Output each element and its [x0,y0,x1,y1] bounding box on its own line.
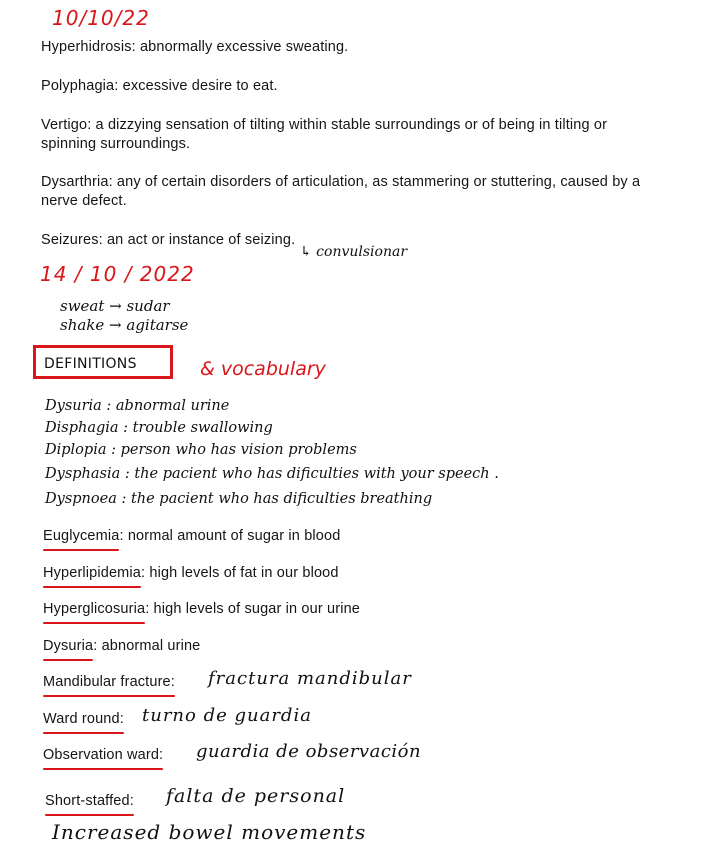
section-header-suffix: & vocabulary [200,358,326,380]
hand-definition-dysphasia: Dysphasia : the pacient who has dificulties with your speech . [45,466,499,482]
term-hyperlipidemia: Hyperlipidemia [43,565,141,581]
term-separator: : [141,565,146,581]
hand-definition-dyspnoea: Dyspnoea : the pacient who has dificulties breathing [45,491,433,507]
term-separator: : [93,638,98,654]
translation-observation-ward [43,746,163,765]
term-separator: : [119,528,124,544]
definition-text: high levels of fat in our blood [145,565,339,581]
vocab-shake: shake → agitarse [60,316,189,334]
definition-seizures: Seizures: an act or instance of seizing. [41,232,296,248]
date-heading-1: 10/10/22 [52,6,150,30]
vocab-sweat: sweat → sudar [60,297,170,315]
definition-hyperglicosuria [43,600,360,619]
definition-vertigo: Vertigo: a dizzying sensation of tilting within stable surroundings or of being in tilting or spinning surroundings. [41,117,608,152]
translation-observation-ward-es: guardia de observación [196,741,422,762]
hand-definition-diplopia: Diplopia : person who has vision problems [45,442,357,458]
term-hyperglicosuria: Hyperglicosuria [43,601,146,617]
section-header-box [33,345,173,379]
definition-text: normal amount of sugar in blood [123,528,341,544]
definition-text: high levels of sugar in our urine [149,601,361,617]
handwritten-last-line: Increased bowel movements [52,820,367,844]
translation-short-staffed-es: falta de personal [166,785,346,807]
translation-short-staffed [45,792,134,811]
hand-definition-dysuria: Dysuria : abnormal urine [45,398,230,414]
seizures-translation-note: ↳ convulsionar [300,244,408,260]
term-short-staffed: Short-staffed: [45,793,134,809]
term-ward-round: Ward round: [43,711,124,727]
definition-euglycemia [43,527,340,546]
definition-hyperlipidemia [43,564,339,583]
translation-ward-round-es: turno de guardia [142,705,312,726]
term-dysuria: Dysuria [43,638,94,654]
translation-ward-round [43,710,124,729]
section-header-title: DEFINITIONS [44,356,137,372]
term-observation-ward: Observation ward: [43,747,164,763]
definition-text: abnormal urine [97,638,201,654]
translation-mandibular-fracture-es: fractura mandibular [208,668,412,689]
definition-dysuria-typed [43,637,200,656]
definition-hyperhidrosis: Hyperhidrosis: abnormally excessive sweating. [41,39,349,55]
term-euglycemia: Euglycemia [43,528,120,544]
hand-definition-disphagia: Disphagia : trouble swallowing [45,420,273,436]
term-mandibular-fracture: Mandibular fracture: [43,674,175,690]
term-separator: : [145,601,150,617]
date-heading-2: 14 / 10 / 2022 [40,262,195,286]
definition-dysarthria: Dysarthria: any of certain disorders of articulation, as stammering or stuttering, caused by a nerve defect. [41,174,641,209]
definition-polyphagia: Polyphagia: excessive desire to eat. [41,78,278,94]
translation-mandibular-fracture [43,673,175,692]
